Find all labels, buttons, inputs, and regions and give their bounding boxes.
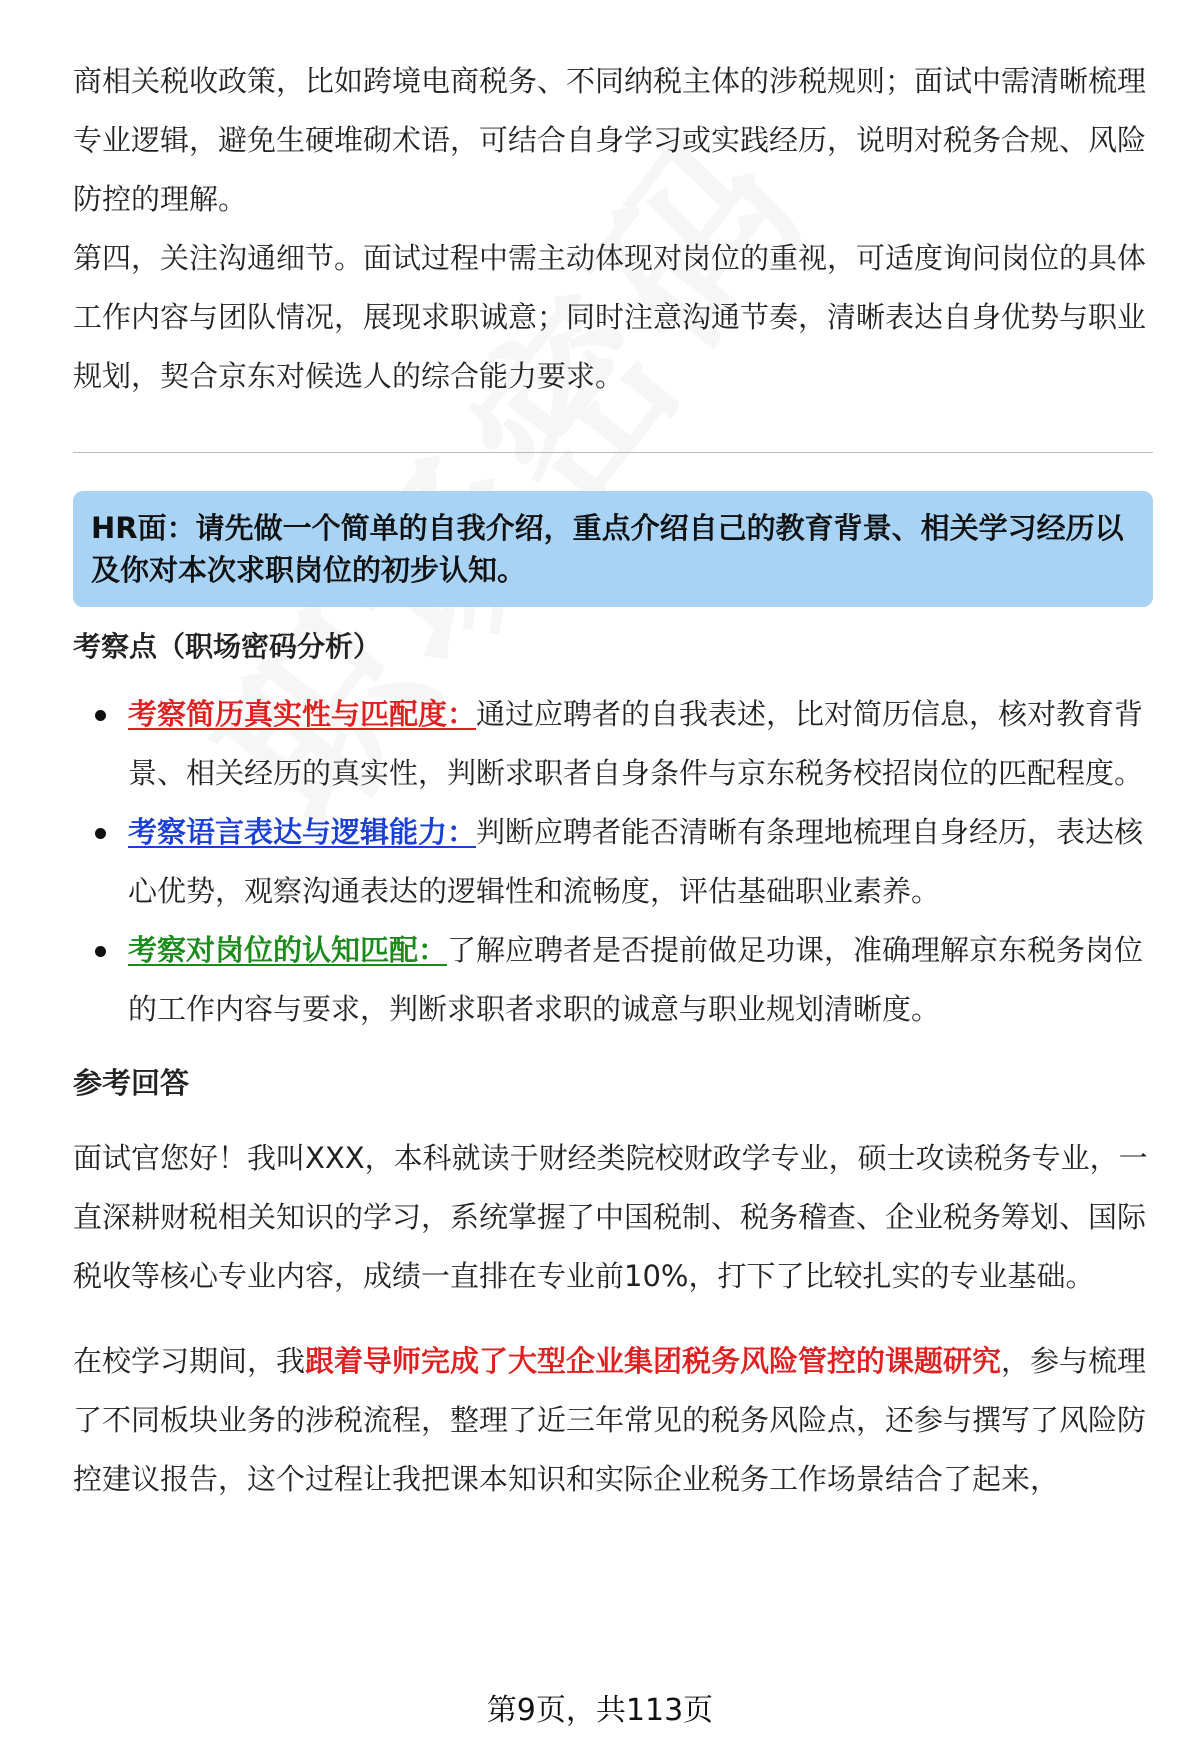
answer-p2-start: 在校学习期间，我 <box>73 1344 306 1378</box>
question-text: HR面：请先做一个简单的自我介绍，重点介绍自己的教育背景、相关学习经历以及你对本次求职岗位的初步认知。 <box>91 511 1124 587</box>
list-item <box>73 685 1153 803</box>
analysis-title: 考察点（职场密码分析） <box>73 630 382 663</box>
analysis-keyword: 考察语言表达与逻辑能力： <box>128 815 477 849</box>
answer-paragraph-2 <box>73 1332 1153 1509</box>
analysis-keyword: 考察简历真实性与匹配度： <box>128 697 477 731</box>
question-box <box>73 491 1153 607</box>
answer-highlight: 跟着导师完成了大型企业集团税务风险管控的课题研究 <box>305 1344 1002 1378</box>
analysis-list <box>73 685 1153 1039</box>
intro-paragraph-1: 商相关税收政策，比如跨境电商税务、不同纳税主体的涉税规则；面试中需清晰梳理专业逻辑，避免生硬堆砌术语，可结合自身学习或实践经历，说明对税务合规、风险防控的理解。 <box>73 64 1147 216</box>
bullet-icon <box>95 710 106 721</box>
answer-p2-rest: ，参与梳理了不同板块业务的涉税流程，整理了近三年常见的税务风险点，还参与撰写了风险防控建议报告，这个过程让我把课本知识和实际企业税务工作场景结合了起来， <box>73 1344 1147 1496</box>
section-divider <box>73 452 1153 453</box>
bullet-icon <box>95 828 106 839</box>
list-item <box>73 803 1153 921</box>
document-page <box>73 52 1153 1509</box>
page-footer: 第9页，共113页 <box>486 1693 714 1728</box>
answer-title: 参考回答 <box>73 1066 190 1100</box>
list-item <box>73 921 1153 1039</box>
analysis-text: 判断应聘者能否清晰有条理地梳理自身经历，表达核心优势，观察沟通表达的逻辑性和流畅度，评估基础职业素养。 <box>128 815 1144 908</box>
intro-paragraph-2: 第四，关注沟通细节。面试过程中需主动体现对岗位的重视，可适度询问岗位的具体工作内容与团队情况，展现求职诚意；同时注意沟通节奏，清晰表达自身优势与职业规划，契合京东对候选人的综合能力要求。 <box>73 241 1147 393</box>
analysis-keyword: 考察对岗位的认知匹配： <box>128 933 448 967</box>
analysis-text: 通过应聘者的自我表述，比对简历信息，核对教育背景、相关经历的真实性，判断求职者自身条件与京东税务校招岗位的匹配程度。 <box>128 697 1144 790</box>
analysis-text: 了解应聘者是否提前做足功课，准确理解京东税务岗位的工作内容与要求，判断求职者求职的诚意与职业规划清晰度。 <box>128 933 1144 1026</box>
answer-paragraph-1: 面试官您好！我叫XXX，本科就读于财经类院校财政学专业，硕士攻读税务专业，一直深耕财税相关知识的学习，系统掌握了中国税制、税务稽查、企业税务筹划、国际税收等核心专业内容，成绩一直排在专业前10%，打下了比较扎实的专业基础。 <box>73 1141 1148 1293</box>
bullet-icon <box>95 946 106 957</box>
